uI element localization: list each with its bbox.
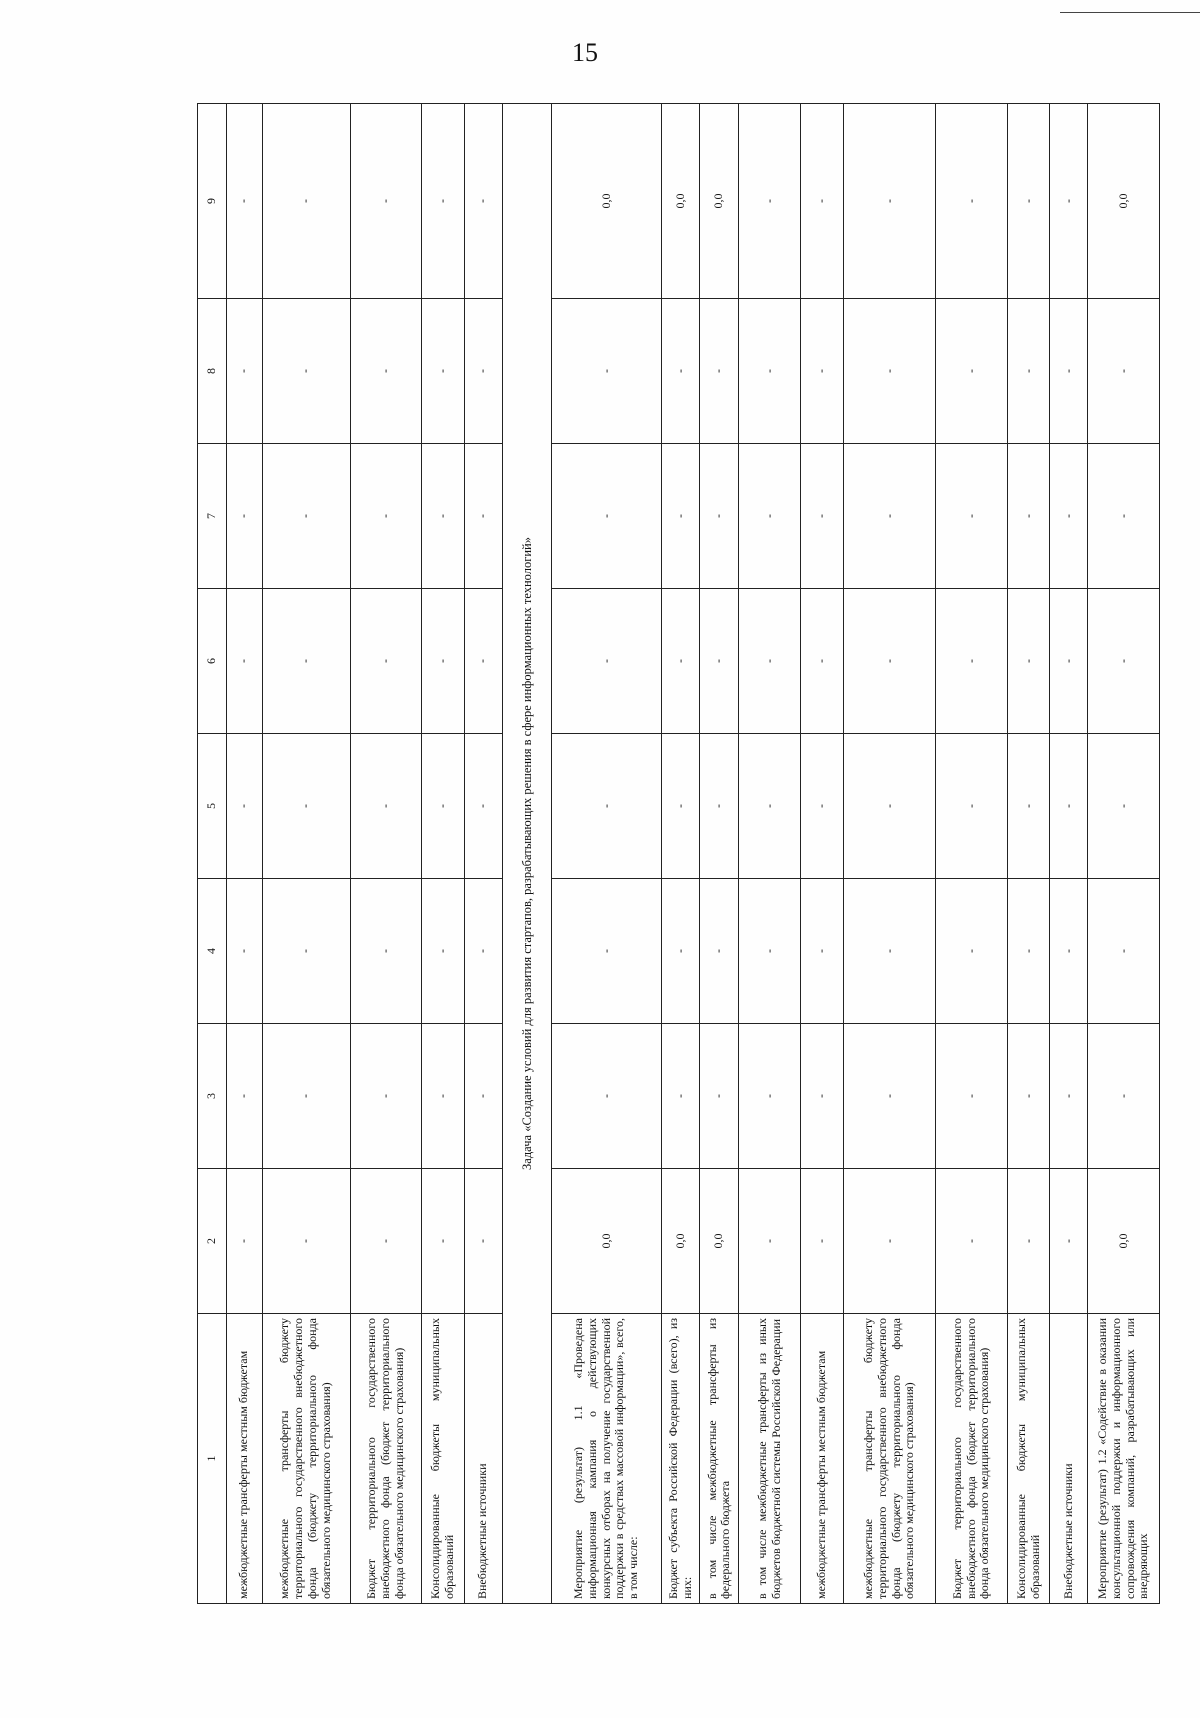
cell-col-5: - [739,734,801,879]
cell-col-2: - [739,1169,801,1314]
table-row [843,104,936,1604]
cell-col-2: - [843,1169,936,1314]
table-row [350,104,421,1604]
column-header-1: 1 [198,1314,227,1604]
cell-col-2: 0,0 [1088,1169,1160,1314]
cell-col-8: - [464,299,502,444]
row-label: Бюджет территориального государственного внебюджетного фонда (бюджет территориального фонда обязательного медицинского страхования) [350,1314,421,1604]
row-label: Консолидированные бюджеты муниципальных образований [1007,1314,1050,1604]
cell-col-6: - [464,589,502,734]
header-row [198,104,227,1604]
cell-col-5: - [262,734,350,879]
cell-col-5: - [843,734,936,879]
row-label: межбюджетные трансферты местным бюджетам [227,1314,263,1604]
column-header-3: 3 [198,1024,227,1169]
row-label: межбюджетные трансферты бюджету территориального государственного внебюджетного фонда (бюджету территориального фонда обязательного медицинского страхования) [843,1314,936,1604]
cell-col-8: - [1007,299,1050,444]
cell-col-8: - [661,299,700,444]
cell-col-8: - [800,299,843,444]
column-header-6: 6 [198,589,227,734]
task-row [502,104,552,1604]
cell-col-9: 0,0 [700,104,739,299]
cell-col-4: - [552,879,661,1024]
cell-col-7: - [464,444,502,589]
cell-col-9: - [739,104,801,299]
cell-col-7: - [1088,444,1160,589]
cell-col-5: - [1088,734,1160,879]
row-label: Внебюджетные источники [464,1314,502,1604]
cell-col-2: - [1050,1169,1088,1314]
cell-col-7: - [843,444,936,589]
row-label: Мероприятие (результат) 1.2 «Содействие в оказании консультационной поддержки и информационного сопровождения компаний, разрабатывающих или внедряющих [1088,1314,1160,1604]
cell-col-9: 0,0 [552,104,661,299]
cell-col-7: - [227,444,263,589]
cell-col-6: - [552,589,661,734]
cell-col-2: - [800,1169,843,1314]
cell-col-8: - [262,299,350,444]
column-header-8: 8 [198,299,227,444]
cell-col-7: - [800,444,843,589]
cell-col-6: - [661,589,700,734]
table-row [227,104,263,1604]
cell-col-4: - [661,879,700,1024]
cell-col-4: - [800,879,843,1024]
cell-col-5: - [1007,734,1050,879]
cell-col-2: - [227,1169,263,1314]
cell-col-7: - [262,444,350,589]
cell-col-3: - [1007,1024,1050,1169]
cell-col-3: - [936,1024,1007,1169]
cell-col-4: - [843,879,936,1024]
cell-col-8: - [1050,299,1088,444]
cell-col-8: - [739,299,801,444]
cell-col-5: - [1050,734,1088,879]
cell-col-4: - [936,879,1007,1024]
cell-col-3: - [227,1024,263,1169]
cell-col-3: - [843,1024,936,1169]
table-row [661,104,700,1604]
cell-col-4: - [1007,879,1050,1024]
cell-col-4: - [262,879,350,1024]
cell-col-9: - [227,104,263,299]
cell-col-5: - [227,734,263,879]
cell-col-2: - [1007,1169,1050,1314]
cell-col-7: - [552,444,661,589]
table-row [739,104,801,1604]
cell-col-5: - [700,734,739,879]
cell-col-3: - [1050,1024,1088,1169]
cell-col-5: - [464,734,502,879]
column-header-2: 2 [198,1169,227,1314]
cell-col-6: - [800,589,843,734]
column-header-9: 9 [198,104,227,299]
cell-col-9: - [1007,104,1050,299]
row-label: в том числе межбюджетные трансферты из федерального бюджета [700,1314,739,1604]
cell-col-5: - [936,734,1007,879]
table-row [936,104,1007,1604]
cell-col-8: - [421,299,464,444]
cell-col-9: - [1050,104,1088,299]
cell-col-6: - [421,589,464,734]
budget-table [197,103,1160,1604]
table-row [700,104,739,1604]
cell-col-7: - [350,444,421,589]
cell-col-5: - [800,734,843,879]
cell-col-6: - [1050,589,1088,734]
row-label: межбюджетные трансферты местным бюджетам [800,1314,843,1604]
row-label: Внебюджетные источники [1050,1314,1088,1604]
cell-col-4: - [421,879,464,1024]
cell-col-4: - [739,879,801,1024]
task-title: Задача «Создание условий для развития стартапов, разрабатывающих решения в сфере информационных технологий» [502,104,552,1604]
cell-col-6: - [350,589,421,734]
row-label: Мероприятие (результат) 1.1 «Проведена информационная кампания о действующих конкурсных отборах на получение государственной поддержки в средствах массовой информации», всего, в том числе: [552,1314,661,1604]
cell-col-9: - [464,104,502,299]
cell-col-8: - [350,299,421,444]
cell-col-6: - [227,589,263,734]
column-header-7: 7 [198,444,227,589]
cell-col-4: - [1050,879,1088,1024]
cell-col-3: - [800,1024,843,1169]
row-label: Бюджет территориального государственного внебюджетного фонда (бюджет территориального фонда обязательного медицинского страхования) [936,1314,1007,1604]
cell-col-6: - [700,589,739,734]
table-row [1007,104,1050,1604]
column-header-5: 5 [198,734,227,879]
row-label: в том числе межбюджетные трансферты из иных бюджетов бюджетной системы Российской Федерации [739,1314,801,1604]
cell-col-7: - [1007,444,1050,589]
cell-col-2: 0,0 [700,1169,739,1314]
cell-col-9: - [350,104,421,299]
cell-col-4: - [227,879,263,1024]
cell-col-7: - [421,444,464,589]
cell-col-6: - [1088,589,1160,734]
cell-col-2: - [936,1169,1007,1314]
cell-col-7: - [936,444,1007,589]
cell-col-9: - [936,104,1007,299]
cell-col-7: - [739,444,801,589]
cell-col-8: - [552,299,661,444]
cell-col-6: - [843,589,936,734]
row-label: межбюджетные трансферты бюджету территориального государственного внебюджетного фонда (бюджету территориального фонда обязательного медицинского страхования) [262,1314,350,1604]
cell-col-4: - [464,879,502,1024]
cell-col-3: - [464,1024,502,1169]
table-row [552,104,661,1604]
cell-col-3: - [700,1024,739,1169]
table-row [1050,104,1088,1604]
cell-col-3: - [661,1024,700,1169]
cell-col-5: - [421,734,464,879]
cell-col-2: - [350,1169,421,1314]
row-label: Консолидированные бюджеты муниципальных образований [421,1314,464,1604]
cell-col-4: - [700,879,739,1024]
cell-col-6: - [262,589,350,734]
table-row [421,104,464,1604]
table-body [227,104,1160,1604]
cell-col-3: - [350,1024,421,1169]
cell-col-6: - [739,589,801,734]
table-row [800,104,843,1604]
cell-col-2: 0,0 [552,1169,661,1314]
cell-col-9: - [262,104,350,299]
cell-col-9: - [843,104,936,299]
cell-col-5: - [661,734,700,879]
cell-col-3: - [262,1024,350,1169]
cell-col-8: - [843,299,936,444]
cell-col-3: - [739,1024,801,1169]
cell-col-2: - [262,1169,350,1314]
table-row [464,104,502,1604]
cell-col-2: 0,0 [661,1169,700,1314]
cell-col-4: - [350,879,421,1024]
cell-col-4: - [1088,879,1160,1024]
row-label: Бюджет субъекта Российской Федерации (всего), из них: [661,1314,700,1604]
cell-col-8: - [700,299,739,444]
cell-col-2: - [464,1169,502,1314]
table-row [1088,104,1160,1604]
cell-col-9: - [800,104,843,299]
cell-col-9: 0,0 [661,104,700,299]
cell-col-3: - [552,1024,661,1169]
column-header-4: 4 [198,879,227,1024]
page-number: 15 [572,38,598,67]
cell-col-5: - [552,734,661,879]
cell-col-8: - [1088,299,1160,444]
cell-col-3: - [421,1024,464,1169]
cell-col-8: - [936,299,1007,444]
cell-col-2: - [421,1169,464,1314]
cell-col-6: - [1007,589,1050,734]
cell-col-3: - [1088,1024,1160,1169]
cell-col-9: 0,0 [1088,104,1160,299]
cell-col-9: - [421,104,464,299]
cell-col-5: - [350,734,421,879]
cell-col-7: - [1050,444,1088,589]
top-edge-line [1060,12,1200,13]
table-row [262,104,350,1604]
rotated-table-wrapper [197,104,1160,1604]
cell-col-8: - [227,299,263,444]
cell-col-7: - [661,444,700,589]
cell-col-6: - [936,589,1007,734]
cell-col-7: - [700,444,739,589]
